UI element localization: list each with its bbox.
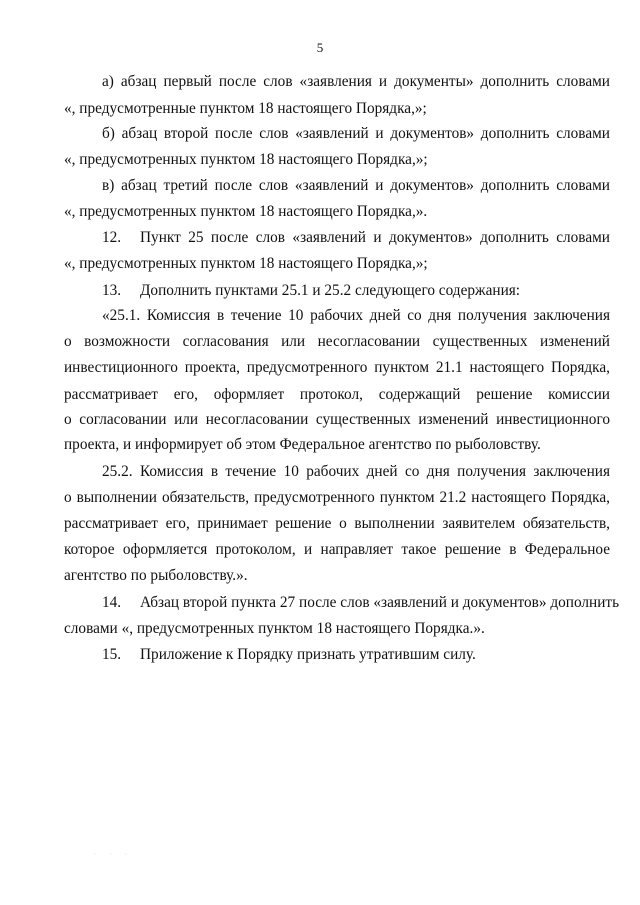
scan-artifact: · · · — [94, 852, 133, 858]
paragraph-line: проекта, и информирует об этом Федеральное агентство по рыболовству. — [64, 436, 541, 453]
page-number: 5 — [316, 40, 324, 55]
paragraph-text: Абзац второй пункта 27 после слов «заявлений и документов» дополнить — [140, 594, 620, 611]
paragraph-line: словами «, предусмотренных пунктом 18 настоящего Порядка.». — [64, 620, 485, 637]
paragraph-line: «25.1. Комиссия в течение 10 рабочих дней со дня получения заключения — [102, 307, 610, 324]
paragraph-line: рассматривает его, оформляет протокол, содержащий решение комиссии — [64, 386, 610, 403]
paragraph-text: Дополнить пунктами 25.1 и 25.2 следующего содержания: — [140, 282, 521, 299]
paragraph-line: 25.2. Комиссия в течение 10 рабочих дней со дня получения заключения — [102, 463, 610, 480]
paragraph-line: «, предусмотренных пунктом 18 настоящего Порядка,»; — [64, 255, 428, 272]
paragraph-line: агентство по рыболовству.». — [64, 567, 248, 584]
paragraph-line: «, предусмотренных пунктом 18 настоящего Порядка,»; — [64, 151, 428, 168]
numbered-paragraph — [102, 281, 610, 300]
paragraph-line: а) абзац первый после слов «заявления и документы» дополнить словами — [102, 73, 610, 90]
paragraph-line: рассматривает его, принимает решение о выполнении заявителем обязательств, — [64, 515, 610, 532]
paragraph-line: «, предусмотренные пунктом 18 настоящего Порядка,»; — [64, 100, 427, 117]
paragraph-line: б) абзац второй после слов «заявлений и документов» дополнить словами — [102, 125, 610, 142]
paragraph-line: в) абзац третий после слов «заявлений и документов» дополнить словами — [102, 177, 610, 194]
item-number: 13. — [102, 282, 122, 299]
paragraph-line: о согласовании или несогласовании существенных изменений инвестиционного — [64, 411, 610, 428]
item-number: 15. — [102, 646, 122, 663]
paragraph-text: Пункт 25 после слов «заявлений и документов» дополнить словами — [140, 229, 610, 246]
paragraph-line: «, предусмотренных пунктом 18 настоящего Порядка,». — [64, 203, 428, 220]
numbered-paragraph — [102, 593, 620, 612]
numbered-paragraph — [102, 645, 610, 664]
paragraph-line: о возможности согласования или несогласовании существенных изменений — [64, 333, 610, 350]
paragraph-text: Приложение к Порядку признать утратившим силу. — [140, 646, 476, 663]
item-number: 12. — [102, 229, 122, 246]
paragraph-line: о выполнении обязательств, предусмотренного пунктом 21.2 настоящего Порядка, — [64, 489, 610, 506]
numbered-paragraph — [102, 228, 610, 247]
paragraph-line: инвестиционного проекта, предусмотренного пунктом 21.1 настоящего Порядка, — [64, 359, 610, 376]
item-number: 14. — [102, 594, 122, 611]
paragraph-line: которое оформляется протоколом, и направляет такое решение в Федеральное — [64, 541, 610, 558]
